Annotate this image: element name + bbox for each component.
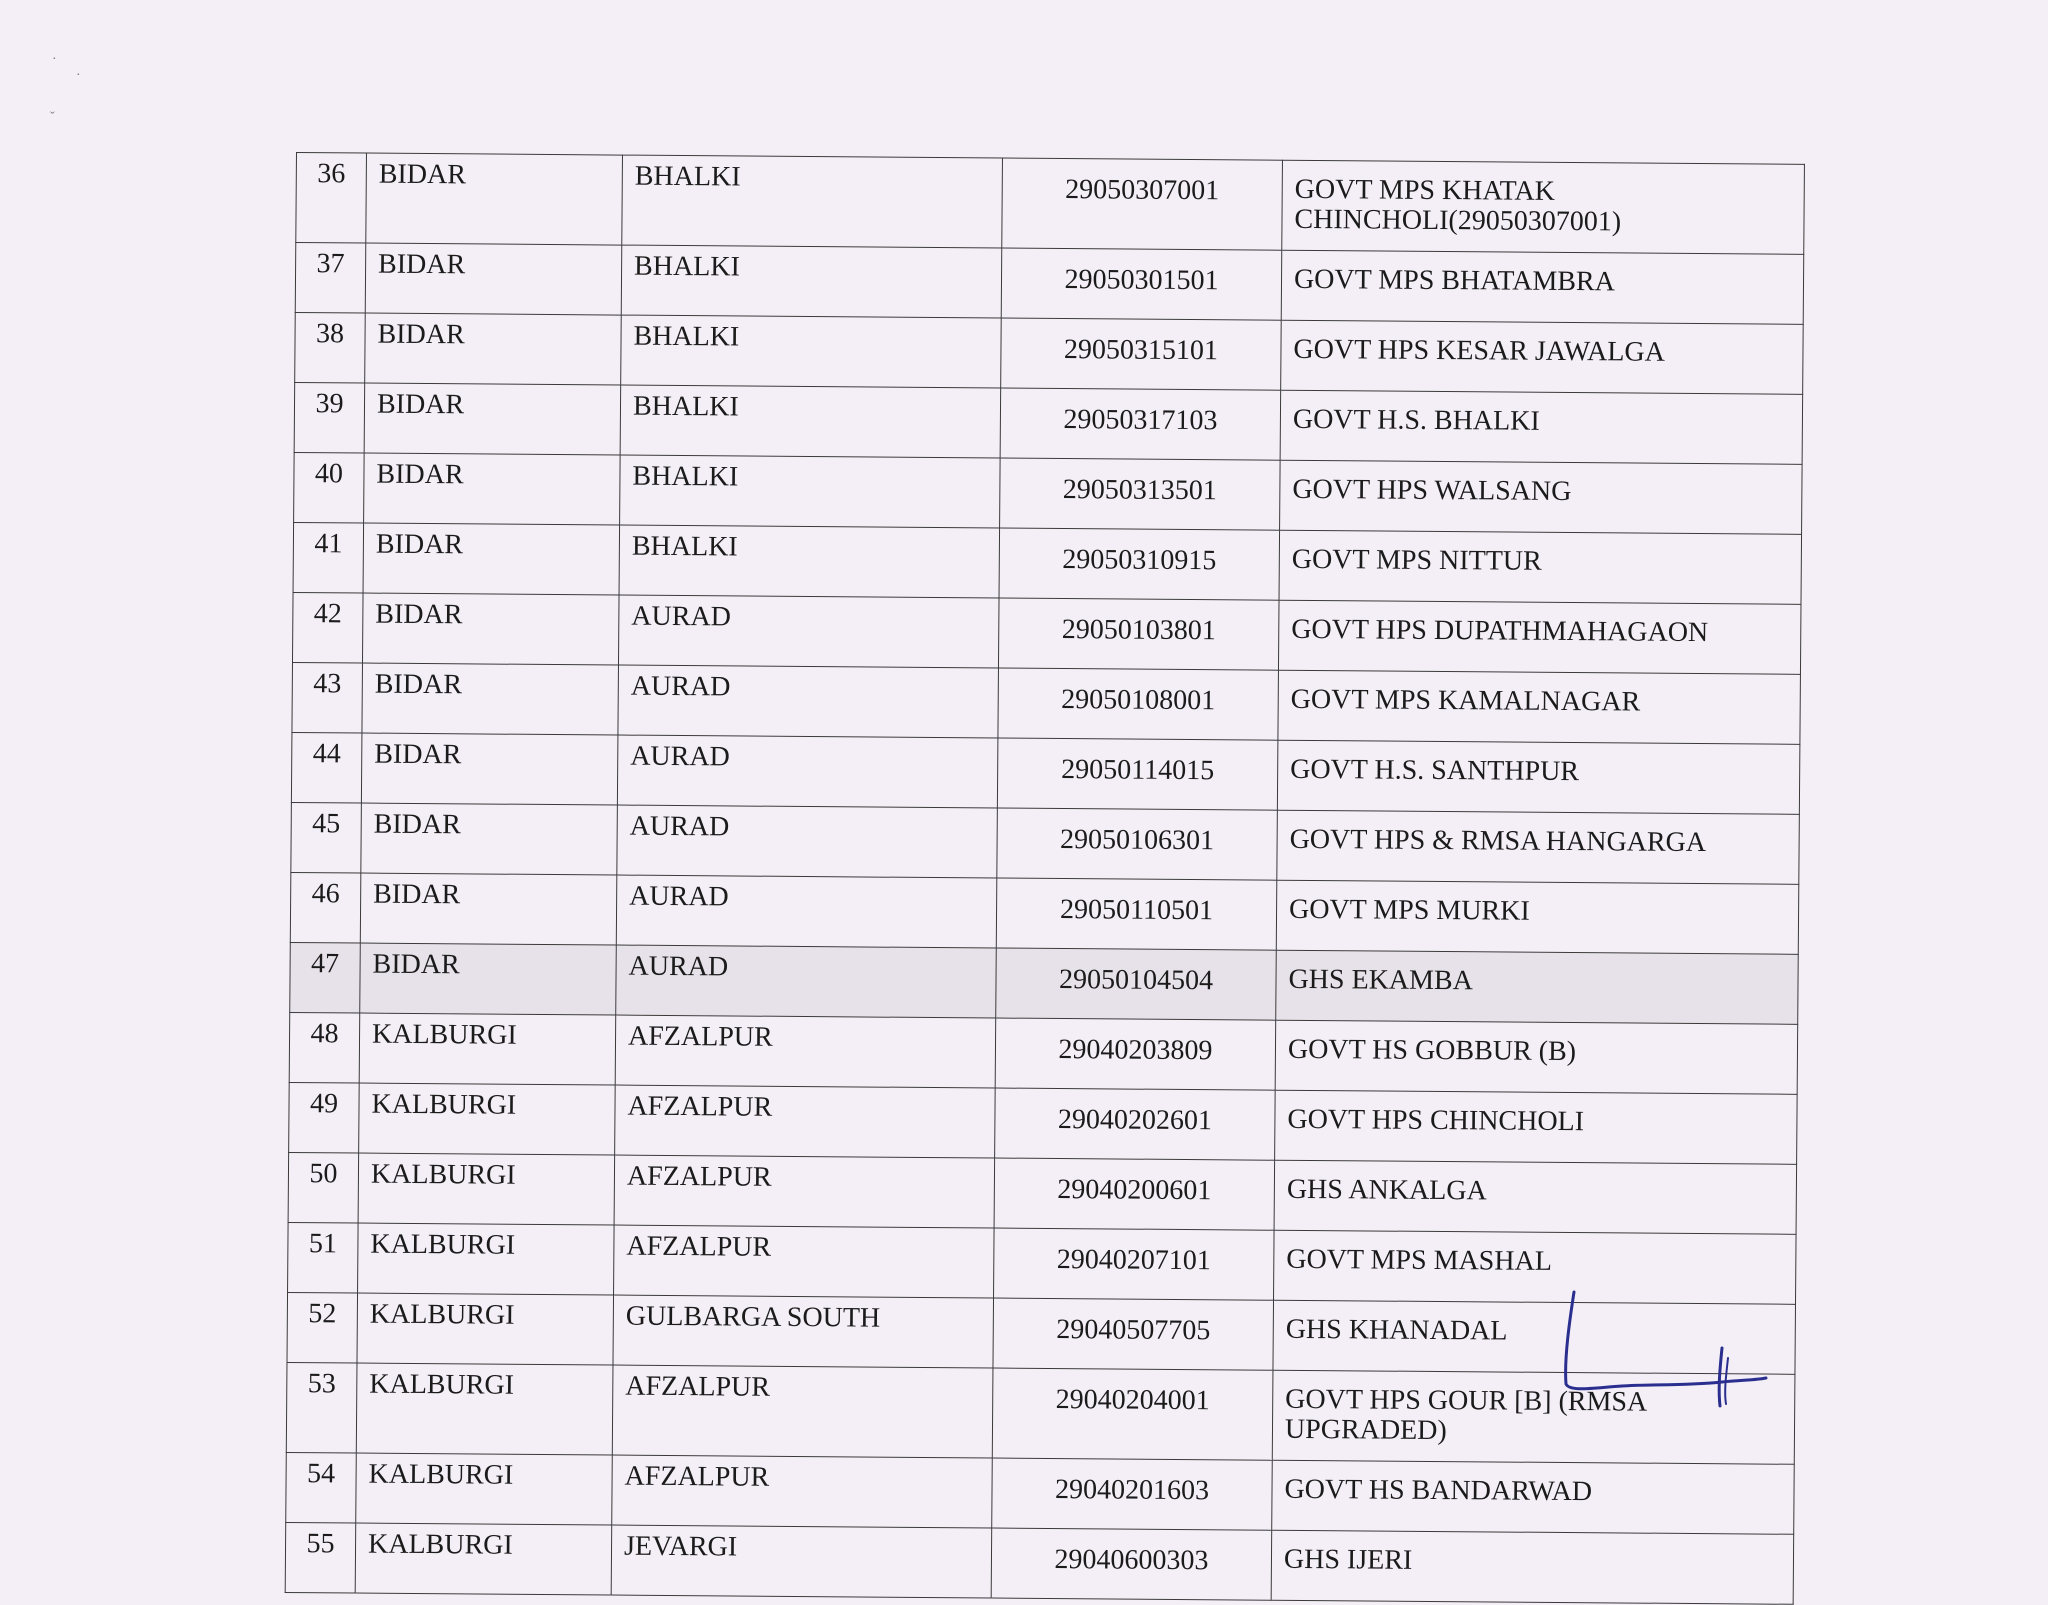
serial-number-cell: 47	[290, 942, 361, 1013]
serial-number-cell: 42	[292, 592, 363, 663]
school-name-cell: GHS IJERI	[1271, 1530, 1794, 1604]
udise-code-cell: 29050106301	[997, 808, 1278, 880]
udise-code-cell: 29040507705	[993, 1298, 1274, 1370]
udise-code-cell: 29050108001	[998, 668, 1279, 740]
udise-code-cell: 29050310915	[999, 528, 1280, 600]
udise-code-cell: 29050317103	[1000, 388, 1281, 460]
school-name-cell: GOVT HS BANDARWAD	[1272, 1460, 1795, 1534]
district-cell: BIDAR	[365, 243, 622, 315]
block-cell: BHALKI	[620, 455, 1001, 528]
udise-code-cell: 29050315101	[1001, 318, 1282, 390]
block-cell: AURAD	[618, 665, 999, 738]
serial-number-cell: 39	[294, 382, 365, 453]
school-name-cell: GOVT MPS MURKI	[1276, 880, 1799, 954]
district-cell: KALBURGI	[356, 1453, 613, 1525]
udise-code-cell: 29050110501	[996, 878, 1277, 950]
udise-code-cell: 29050104504	[996, 948, 1277, 1020]
district-cell: BIDAR	[364, 383, 621, 455]
block-cell: AURAD	[617, 805, 998, 878]
serial-number-cell: 49	[289, 1082, 360, 1153]
serial-number-cell: 38	[295, 312, 366, 383]
serial-number-cell: 50	[288, 1152, 359, 1223]
school-name-cell: GOVT HPS GOUR [B] (RMSA UPGRADED)	[1272, 1370, 1795, 1464]
school-name-cell: GHS EKAMBA	[1276, 950, 1799, 1024]
school-name-cell: GOVT H.S. BHALKI	[1280, 390, 1803, 464]
udise-code-cell: 29040203809	[995, 1018, 1276, 1090]
table-row	[295, 312, 1804, 394]
udise-code-cell: 29040207101	[994, 1228, 1275, 1300]
serial-number-cell: 46	[290, 872, 361, 943]
signature	[1552, 1288, 1772, 1408]
school-name-cell: GOVT MPS MASHAL	[1274, 1230, 1797, 1304]
table-row	[294, 382, 1803, 464]
block-cell: JEVARGI	[611, 1525, 992, 1598]
district-cell: KALBURGI	[359, 1013, 616, 1085]
serial-number-cell: 41	[293, 522, 364, 593]
table-row	[293, 522, 1802, 604]
scan-speck: ·	[76, 68, 81, 83]
table-row	[290, 872, 1799, 954]
table-row	[294, 452, 1803, 534]
block-cell: AURAD	[616, 875, 997, 948]
district-cell: BIDAR	[360, 943, 617, 1015]
block-cell: AFZALPUR	[614, 1155, 995, 1228]
block-cell: BHALKI	[621, 315, 1002, 388]
table-row	[285, 1522, 1794, 1604]
district-cell: BIDAR	[365, 313, 622, 385]
district-cell: BIDAR	[360, 873, 617, 945]
block-cell: BHALKI	[620, 385, 1001, 458]
district-cell: BIDAR	[361, 803, 618, 875]
block-cell: AURAD	[618, 595, 999, 668]
serial-number-cell: 51	[288, 1222, 359, 1293]
serial-number-cell: 54	[286, 1452, 357, 1523]
udise-code-cell: 29040600303	[991, 1528, 1272, 1600]
school-name-cell: GOVT HPS KESAR JAWALGA	[1281, 320, 1804, 394]
udise-code-cell: 29040201603	[992, 1458, 1273, 1530]
udise-code-cell: 29040202601	[995, 1088, 1276, 1160]
table-row	[288, 1152, 1797, 1234]
district-cell: BIDAR	[362, 593, 619, 665]
district-cell: KALBURGI	[358, 1223, 615, 1295]
block-cell: AURAD	[617, 735, 998, 808]
district-cell: BIDAR	[364, 453, 621, 525]
udise-code-cell: 29050301501	[1001, 248, 1282, 320]
table-row	[289, 1012, 1798, 1094]
block-cell: AFZALPUR	[614, 1225, 995, 1298]
school-name-cell: GOVT HS GOBBUR (B)	[1275, 1020, 1798, 1094]
block-cell: BHALKI	[622, 155, 1003, 248]
serial-number-cell: 45	[291, 802, 362, 873]
school-name-cell: GOVT HPS & RMSA HANGARGA	[1277, 810, 1800, 884]
table-row	[292, 662, 1801, 744]
serial-number-cell: 44	[291, 732, 362, 803]
block-cell: AURAD	[616, 945, 997, 1018]
district-cell: BIDAR	[363, 523, 620, 595]
school-name-cell: GOVT MPS NITTUR	[1279, 530, 1802, 604]
table-row	[286, 1452, 1795, 1534]
table-row	[296, 153, 1805, 255]
scan-speck: ˇ	[50, 110, 55, 125]
serial-number-cell: 36	[296, 153, 367, 244]
block-cell: AFZALPUR	[612, 1365, 993, 1458]
serial-number-cell: 37	[295, 243, 366, 314]
block-cell: AFZALPUR	[612, 1455, 993, 1528]
district-cell: KALBURGI	[358, 1153, 615, 1225]
block-cell: BHALKI	[619, 525, 1000, 598]
serial-number-cell: 55	[285, 1522, 356, 1593]
serial-number-cell: 40	[294, 452, 365, 523]
school-name-cell: GOVT HPS CHINCHOLI	[1275, 1090, 1798, 1164]
table-row	[291, 732, 1800, 814]
district-cell: BIDAR	[361, 733, 618, 805]
table-row	[295, 243, 1804, 325]
district-cell: KALBURGI	[356, 1363, 613, 1455]
udise-code-cell: 29040200601	[994, 1158, 1275, 1230]
district-cell: KALBURGI	[357, 1293, 614, 1365]
school-name-cell: GOVT HPS DUPATHMAHAGAON	[1278, 600, 1801, 674]
school-name-cell: GOVT MPS BHATAMBRA	[1281, 250, 1804, 324]
school-name-cell: GOVT H.S. SANTHPUR	[1277, 740, 1800, 814]
udise-code-cell: 29050103801	[998, 598, 1279, 670]
district-cell: BIDAR	[362, 663, 619, 735]
block-cell: AFZALPUR	[615, 1085, 996, 1158]
school-name-cell: GOVT MPS KHATAK CHINCHOLI(29050307001)	[1282, 160, 1805, 254]
table-row	[291, 802, 1800, 884]
serial-number-cell: 53	[286, 1362, 357, 1453]
district-cell: BIDAR	[366, 153, 623, 245]
district-cell: KALBURGI	[355, 1523, 612, 1595]
school-name-cell: GOVT MPS KAMALNAGAR	[1278, 670, 1801, 744]
school-name-cell: GOVT HPS WALSANG	[1280, 460, 1803, 534]
serial-number-cell: 52	[287, 1292, 358, 1363]
school-name-cell: GHS ANKALGA	[1274, 1160, 1797, 1234]
table-row	[289, 1082, 1798, 1164]
table-row	[290, 942, 1799, 1024]
table-row	[292, 592, 1801, 674]
udise-code-cell: 29050114015	[997, 738, 1278, 810]
scan-speck: ·	[52, 52, 57, 67]
udise-code-cell: 29050313501	[1000, 458, 1281, 530]
district-cell: KALBURGI	[359, 1083, 616, 1155]
serial-number-cell: 48	[289, 1012, 360, 1083]
udise-code-cell: 29050307001	[1002, 158, 1283, 250]
serial-number-cell: 43	[292, 662, 363, 733]
block-cell: AFZALPUR	[615, 1015, 996, 1088]
school-name-cell: GHS KHANADAL	[1273, 1300, 1796, 1374]
block-cell: GULBARGA SOUTH	[613, 1295, 994, 1368]
block-cell: BHALKI	[621, 245, 1002, 318]
udise-code-cell: 29040204001	[992, 1368, 1273, 1460]
